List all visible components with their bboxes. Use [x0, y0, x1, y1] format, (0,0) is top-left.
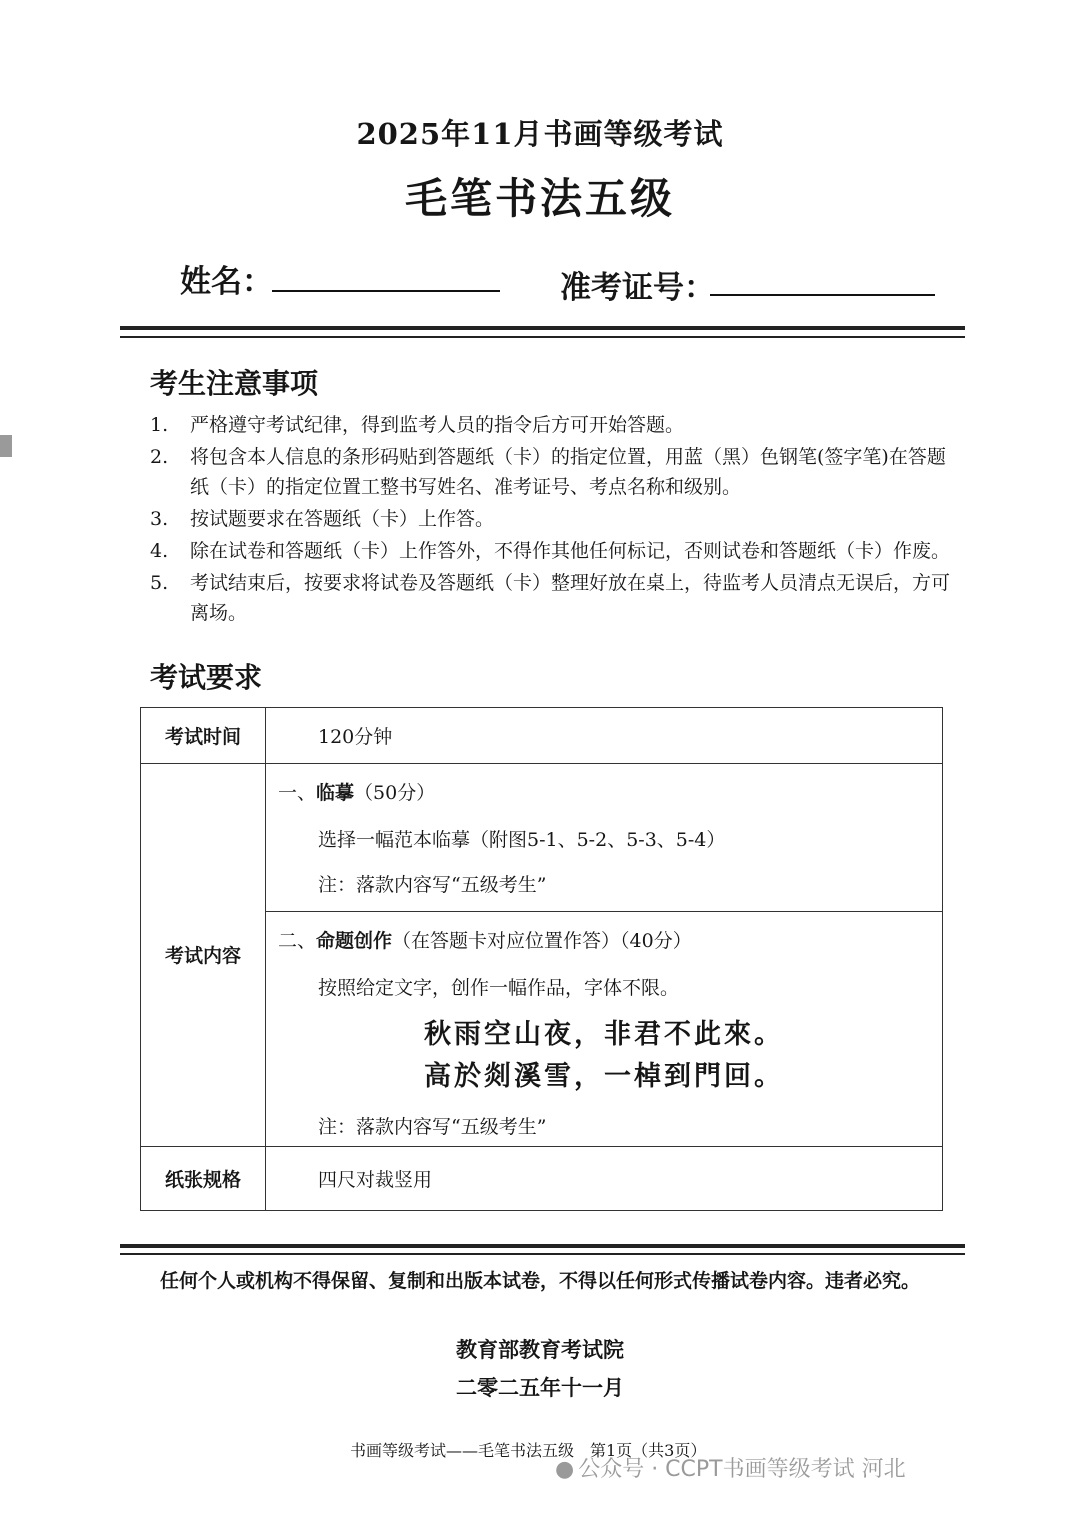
paper-value: 四尺对裁竖用 [266, 1146, 943, 1210]
part2-instruction: 按照给定文字，创作一幅作品，字体不限。 [318, 977, 680, 1000]
part2-note: 注：落款内容写“五级考生” [318, 1116, 547, 1139]
candidate-id-blank-field[interactable] [710, 294, 935, 296]
poem-line-1: 秋雨空山夜，非君不此來。 [424, 1019, 784, 1051]
notice-heading: 考生注意事项 [150, 367, 319, 400]
requirements-table [140, 707, 943, 1211]
part1-prefix: 一、 [278, 782, 317, 805]
paper-label: 纸张规格 [141, 1146, 266, 1210]
time-label: 考试时间 [141, 708, 266, 764]
part1-note: 注：落款内容写“五级考生” [318, 874, 547, 897]
page-footer: 书画等级考试——毛笔书法五级 第1页（共3页） [350, 1441, 707, 1460]
part1-block [266, 764, 943, 912]
bottom-divider-thick [120, 1244, 965, 1248]
subject-title: 毛笔书法五级 [404, 174, 675, 223]
poem-line-2: 高於剡溪雪，一棹到門回。 [424, 1061, 784, 1093]
notice-item-number: 4. [150, 540, 169, 562]
notice-list [150, 410, 950, 630]
part1-heading [278, 778, 942, 805]
part1-title: 临摹 [316, 782, 355, 805]
part1-score: （50分） [354, 782, 436, 805]
wechat-icon: ● [555, 1457, 575, 1482]
notice-item-number: 2. [150, 446, 169, 468]
requirements-heading: 考试要求 [150, 661, 263, 694]
bottom-divider-thin [120, 1253, 965, 1255]
table-row [141, 1146, 943, 1210]
watermark [555, 1452, 906, 1483]
table-row [141, 764, 943, 912]
issuer: 教育部教育考试院 [456, 1337, 624, 1362]
notice-item [150, 410, 950, 440]
part2-score: （在答题卡对应位置作答）（40分） [392, 930, 692, 953]
watermark-text: 公众号 · CCPT书画等级考试 河北 [578, 1457, 906, 1482]
notice-item-text: 除在试卷和答题纸（卡）上作答外，不得作其他任何标记，否则试卷和答题纸（卡）作废。 [190, 540, 951, 562]
time-value: 120分钟 [266, 708, 943, 764]
candidate-id-label: 准考证号： [560, 270, 715, 306]
notice-item-text: 将包含本人信息的条形码贴到答题纸（卡）的指定位置，用蓝（黑）色钢笔(签字笔)在答题纸（卡）的指定位置工整书写姓名、准考证号、考点名称和级别。 [190, 446, 946, 498]
name-label: 姓名： [180, 264, 273, 300]
name-blank-field[interactable] [272, 290, 500, 292]
notice-item [150, 504, 950, 534]
notice-item [150, 442, 950, 502]
copyright-notice: 任何个人或机构不得保留、复制和出版本试卷，不得以任何形式传播试卷内容。违者必究。 [159, 1270, 920, 1292]
notice-item-text: 按试题要求在答题纸（卡）上作答。 [190, 508, 495, 530]
notice-item-text: 严格遵守考试纪律，得到监考人员的指令后方可开始答题。 [190, 414, 685, 436]
part2-heading [278, 926, 942, 953]
content-label: 考试内容 [141, 764, 266, 1147]
exam-title: 2025年11月书画等级考试 [356, 117, 724, 151]
notice-item-number: 1. [150, 414, 169, 436]
notice-item [150, 568, 950, 628]
part2-block [266, 912, 943, 1146]
scan-edge-mark [0, 435, 12, 457]
part2-title: 命题创作 [316, 930, 393, 953]
part1-instruction: 选择一幅范本临摹（附图5-1、5-2、5-3、5-4） [318, 829, 726, 852]
notice-item-number: 5. [150, 572, 169, 594]
table-row [141, 708, 943, 764]
part2-prefix: 二、 [278, 930, 317, 953]
notice-item [150, 536, 950, 566]
top-divider-thick [120, 326, 965, 330]
notice-item-number: 3. [150, 508, 169, 530]
issue-date: 二零二五年十一月 [456, 1375, 624, 1400]
notice-item-text: 考试结束后，按要求将试卷及答题纸（卡）整理好放在桌上，待监考人员清点无误后，方可离场。 [190, 572, 951, 624]
top-divider-thin [120, 336, 965, 338]
